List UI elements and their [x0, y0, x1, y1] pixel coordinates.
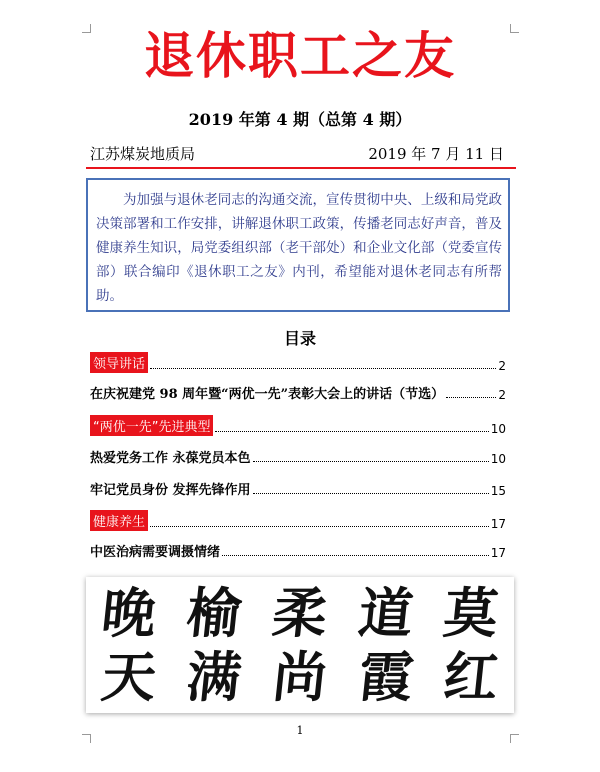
- toc-leader: [150, 368, 496, 369]
- calligraphy-line-2: [86, 647, 514, 707]
- calligraphy-char: 尚: [269, 645, 331, 709]
- toc-entry-text: “两优一先”先进典型: [90, 415, 213, 436]
- calligraphy-char: 道: [355, 581, 416, 645]
- toc-entry[interactable]: [90, 447, 506, 466]
- toc-entry[interactable]: [90, 510, 506, 531]
- toc-entry-text: 热爱党务工作 永葆党员本色: [90, 451, 251, 466]
- calligraphy-char: 红: [440, 645, 502, 709]
- toc-entry-page: 15: [490, 484, 506, 498]
- toc-entry-text: 领导讲话: [90, 352, 148, 373]
- toc-entry-page: 10: [490, 452, 506, 466]
- toc-leader: [446, 397, 496, 398]
- calligraphy-char: 天: [98, 645, 160, 709]
- toc-entry-page: 2: [498, 388, 506, 402]
- issue-number: 2019 年第 4 期（总第 4 期）: [188, 110, 412, 129]
- calligraphy-char: 榆: [184, 581, 245, 645]
- toc-leader: [215, 431, 488, 432]
- page-number: 1: [296, 724, 304, 737]
- toc-entry-text: 牢记党员身份 发挥先锋作用: [90, 483, 251, 498]
- calligraphy-char: 晚: [98, 581, 160, 645]
- toc-entry[interactable]: [90, 541, 506, 560]
- toc-entry[interactable]: [90, 415, 506, 436]
- toc-entry[interactable]: [90, 383, 506, 402]
- calligraphy-line-1: [86, 583, 514, 643]
- toc-entry[interactable]: [90, 352, 506, 373]
- toc-title: 目录: [283, 329, 316, 348]
- calligraphy-char: 柔: [269, 581, 331, 645]
- calligraphy-char: 满: [184, 645, 245, 709]
- calligraphy-image: [86, 577, 514, 713]
- toc-entry-text: 健康养生: [90, 510, 148, 531]
- toc-entry-page: 17: [490, 517, 506, 531]
- toc-entry-page: 17: [490, 546, 506, 560]
- calligraphy-char: 莫: [440, 581, 502, 645]
- calligraphy-char: 霞: [355, 645, 416, 709]
- toc-entry-text: 在庆祝建党 98 周年暨“两优一先”表彰大会上的讲话（节选）: [90, 387, 445, 402]
- toc-leader: [253, 461, 489, 462]
- header-divider: [86, 167, 516, 169]
- toc-entry-text: 中医治病需要调摄情绪: [90, 545, 221, 560]
- toc-entry[interactable]: [90, 479, 506, 498]
- toc-entry-page: 10: [490, 422, 506, 436]
- publish-date: 2019 年 7 月 11 日: [368, 145, 504, 163]
- toc-leader: [253, 493, 489, 494]
- department-name: 江苏煤炭地质局: [90, 145, 196, 163]
- toc-leader: [150, 526, 489, 527]
- intro-box: 为加强与退休老同志的沟通交流，宣传贯彻中央、上级和局党政决策部署和工作安排，讲解退休职工政策，传播老同志好声音，普及健康养生知识，局党委组织部（老干部处）和企业文化部（党委宣传部）联合编印《退休职工之友》内刊，希望能对退休老同志有所帮助。: [86, 178, 510, 312]
- toc-leader: [222, 555, 489, 556]
- newsletter-title: 退休职工之友: [144, 27, 456, 85]
- toc-entry-page: 2: [498, 359, 506, 373]
